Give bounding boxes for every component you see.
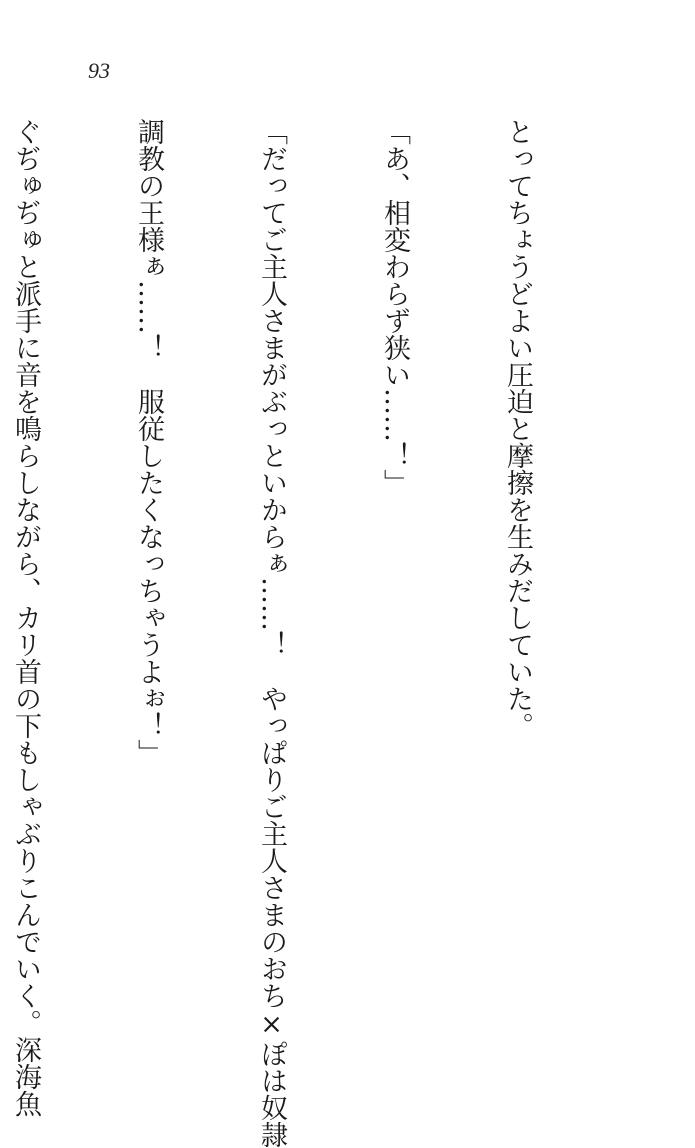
- text-line: ぐぢゅぢゅと派手に音を鳴らしながら、カリ首の下もしゃぶりこんでいく。深海魚: [10, 118, 41, 1117]
- text-line: とってちょうどよい圧迫と摩擦を生みだしていた。: [502, 118, 533, 739]
- page-number: 93: [88, 58, 110, 83]
- text-line: 「だってご主人さまがぶっといからぁ……！ やっぱりご主人さまのおち×ぽは奴隷: [256, 118, 287, 1148]
- text-line: 調教の王様ぁ……！ 服従したくなっちゃうよぉ！」: [133, 118, 164, 766]
- text-line: 「あ、相変わらず狭い……！」: [379, 118, 410, 496]
- body-text: [0, 118, 620, 1148]
